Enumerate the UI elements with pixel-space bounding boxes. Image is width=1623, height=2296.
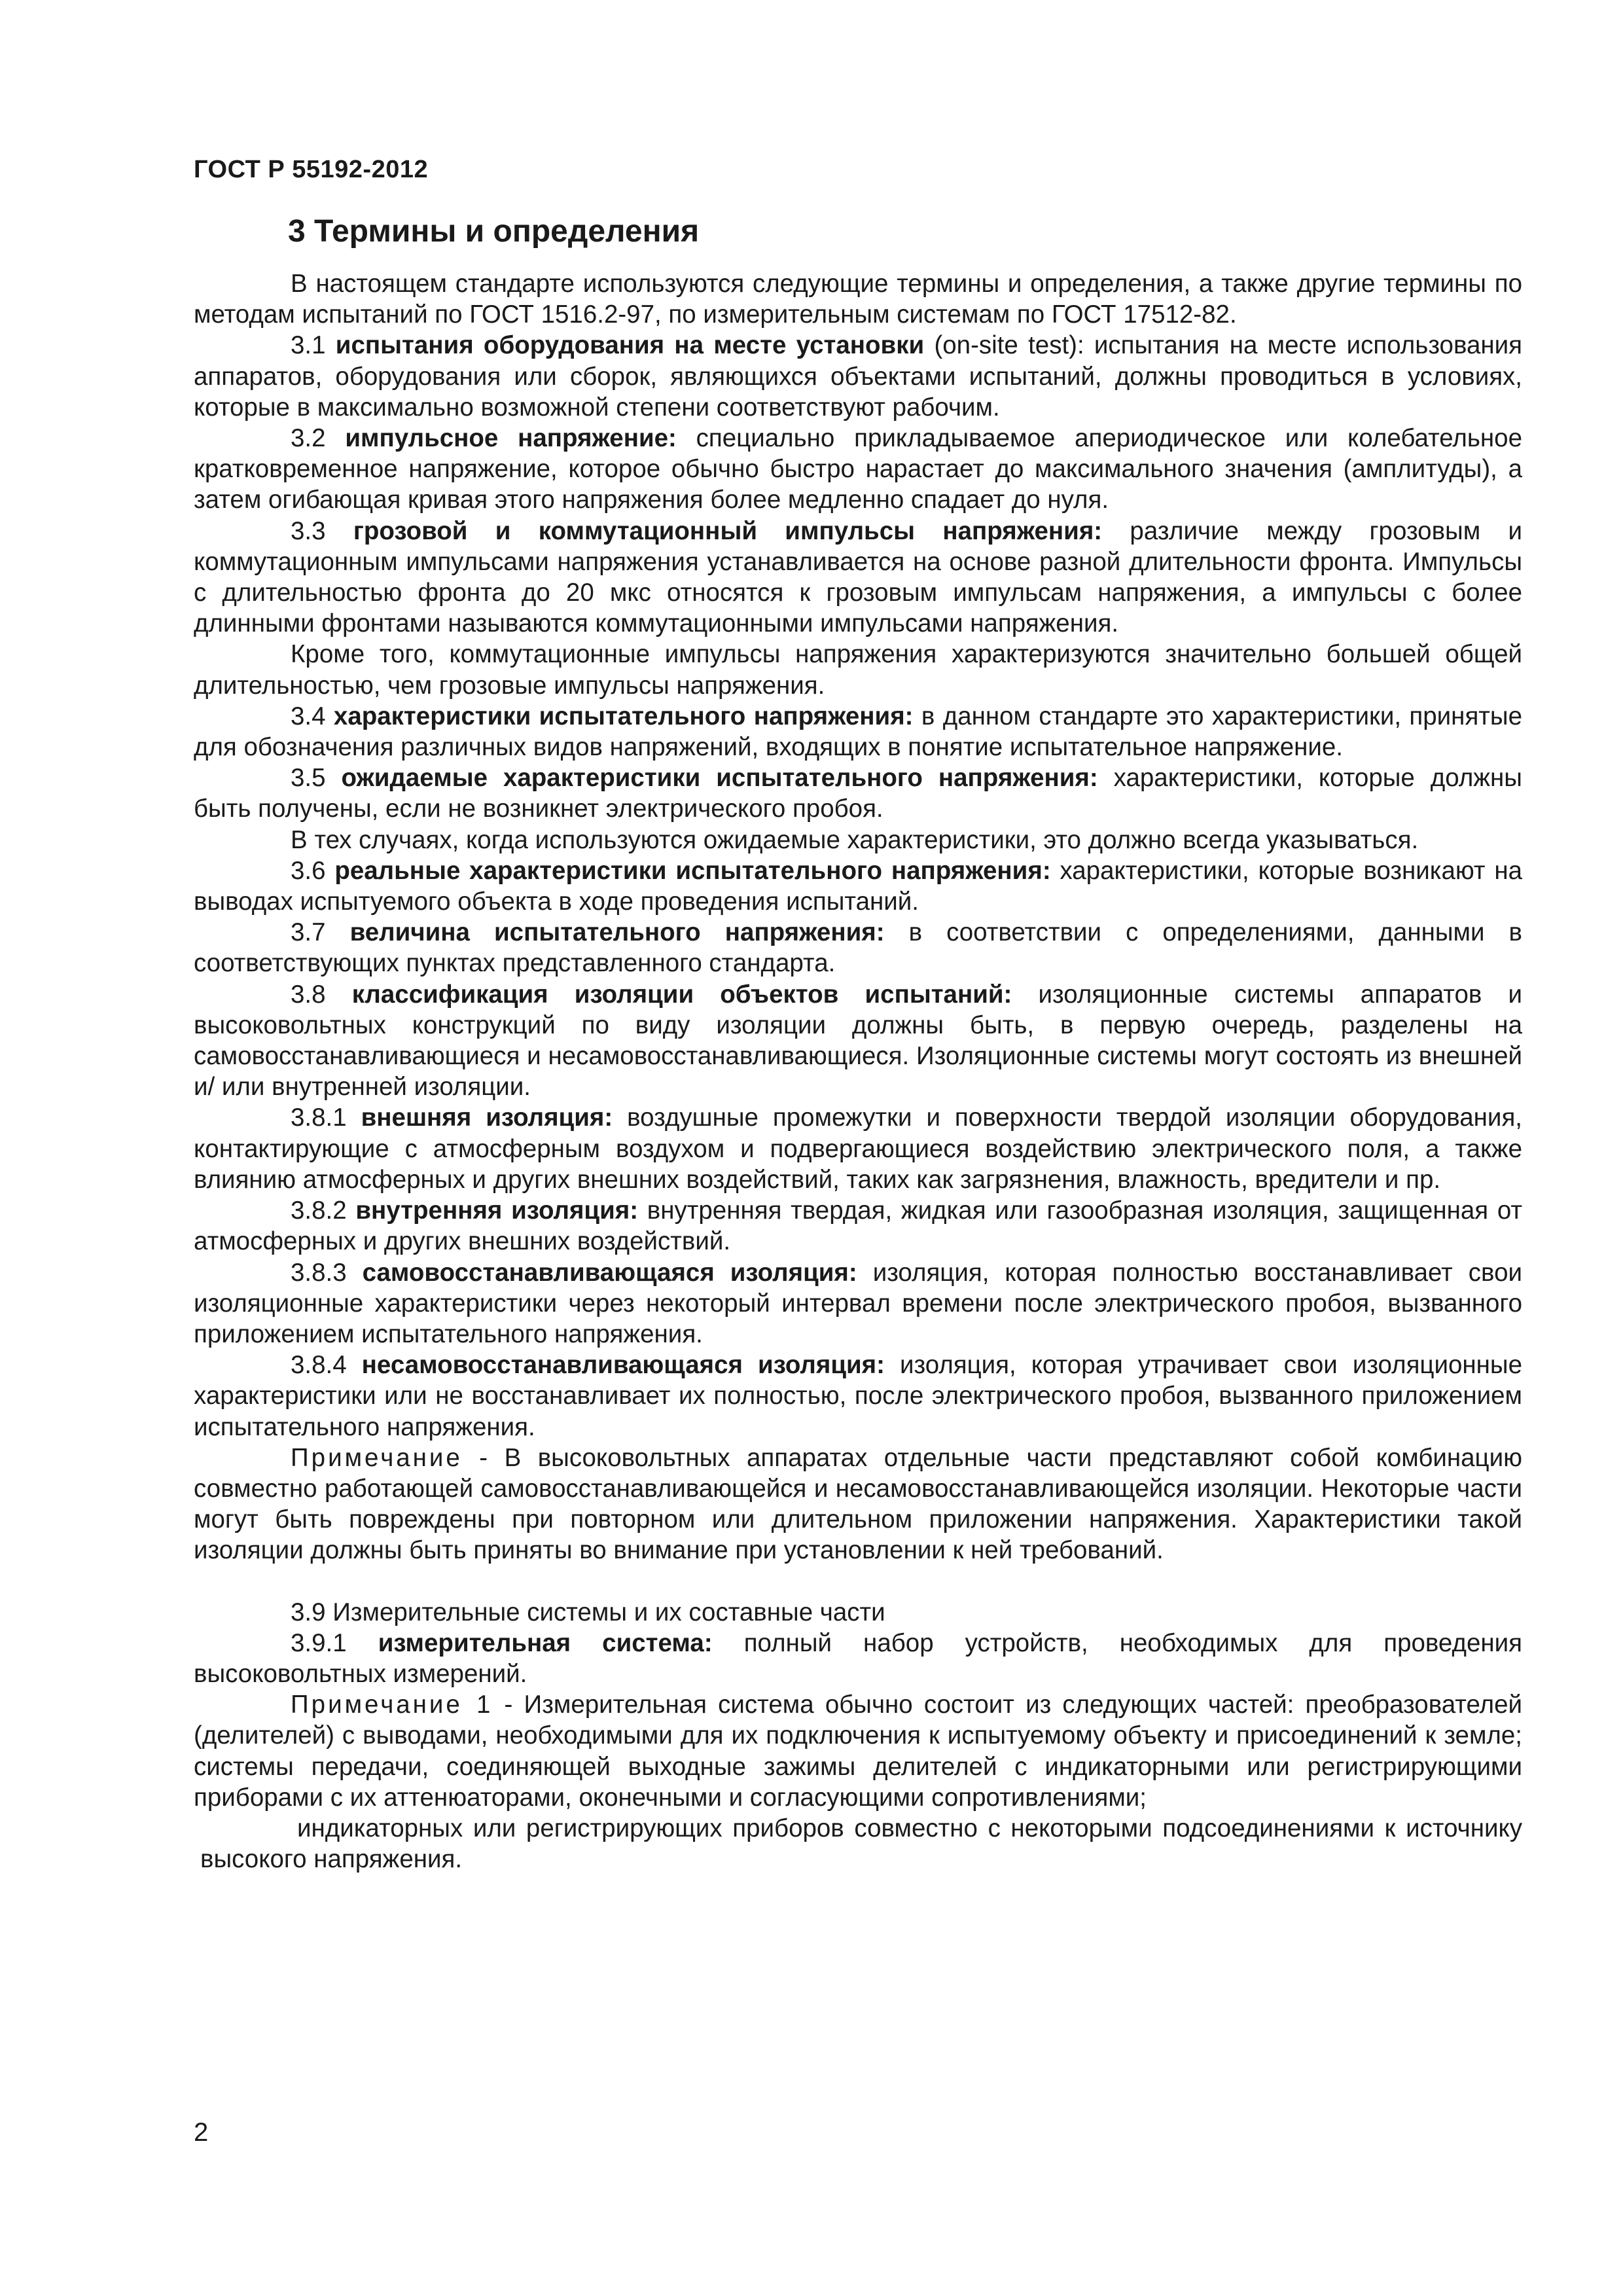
note-label: Примечание xyxy=(291,1443,463,1472)
paragraph-3-9: 3.9 Измерительные системы и их составные части xyxy=(291,1598,885,1626)
paragraph-3-3-extra: Кроме того, коммутационные импульсы напряжения характеризуются значительно большей общей длительностью, чем грозовые импульсы напряжения. xyxy=(194,640,1522,700)
clause-number: 3.9.1 xyxy=(291,1628,378,1657)
page-number: 2 xyxy=(194,2118,209,2147)
clause-number: 3.5 xyxy=(291,764,342,793)
clause-number: 3.4 xyxy=(291,702,334,730)
paragraph-3-6 xyxy=(194,855,1522,917)
paragraph-3-1 xyxy=(194,330,1522,423)
clause-number: 3.3 xyxy=(291,516,353,545)
definition: изоляционные системы аппаратов и высоковольтных конструкций по виду изоляции должны быть, в первую очередь, разделены на самовосстанавливающиеся и несамовосстанавливающиеся. Изоляционные системы могут состоять из внешней и/ или внутренней изоляции. xyxy=(194,980,1522,1102)
definition: воздушные промежутки и поверхности твердой изоляции оборудования, контактирующие с атмосферным воздухом и подвергающиеся воздействию электрического поля, а также влиянию атмосферных и других внешних воздействий, таких как загрязнения, влажность, вредители и пр. xyxy=(194,1103,1522,1194)
clause-number: 3.2 xyxy=(291,424,346,453)
clause-number: 3.8 xyxy=(291,980,352,1009)
paragraph-3-5 xyxy=(194,762,1522,824)
paragraph-3-4 xyxy=(194,701,1522,762)
clause-number: 3.7 xyxy=(291,918,350,947)
term: величина испытательного напряжения: xyxy=(349,918,885,947)
paragraph-3-2 xyxy=(194,423,1522,516)
definition: полный набор устройств, необходимых для проведения высоковольтных измерений. xyxy=(194,1628,1522,1688)
clause-number: 3.1 xyxy=(291,331,336,360)
term: реальные характеристики испытательного напряжения: xyxy=(334,856,1051,885)
clause-number: 3.8.3 xyxy=(291,1258,363,1287)
clause-number: 3.8.2 xyxy=(291,1196,356,1225)
paragraph-3-8-2 xyxy=(194,1195,1522,1257)
definition: в данном стандарте это характеристики, принятые для обозначения различных видов напряжений, входящих в понятие испытательное напряжение. xyxy=(194,702,1523,762)
definition: внутренняя твердая, жидкая или газообразная изоляция, защищенная от атмосферных и других внешних воздействий. xyxy=(194,1196,1523,1256)
note-label: Примечание 1 xyxy=(291,1691,493,1719)
term: характеристики испытательного напряжения: xyxy=(333,702,914,730)
paragraph-3-8 xyxy=(194,979,1522,1103)
definition: характеристики, которые должны быть получены, если не возникнет электрического пробоя. xyxy=(194,764,1522,823)
paragraph-3-7 xyxy=(194,917,1522,978)
paragraph-3-3 xyxy=(194,516,1522,639)
term: самовосстанавливающаяся изоляция: xyxy=(362,1258,857,1287)
paragraph-3-8-4 xyxy=(194,1350,1522,1443)
note-1 xyxy=(194,1443,1522,1566)
term: классификация изоляции объектов испытаний: xyxy=(351,980,1012,1009)
definition: (on-site test): испытания на месте использования аппаратов, оборудования или сборок, являющихся объектами испытаний, должны проводиться в условиях, которые в максимально возможной степени соответствуют рабочим. xyxy=(194,331,1523,422)
note-2-continuation: индикаторных или регистрирующих приборов совместно с некоторыми подсоединениями к источнику высокого напряжения. xyxy=(200,1814,1522,1874)
term: внутренняя изоляция: xyxy=(355,1196,639,1225)
definition: в соответствии с определениями, данными в соответствующих пунктах представленного стандарта. xyxy=(194,918,1522,978)
note-2 xyxy=(194,1689,1522,1813)
paragraph-3-9-1 xyxy=(194,1628,1522,1689)
note-text: - Измерительная система обычно состоит из следующих частей: преобразователей (делителей) с выводами, необходимыми для их подключения к испытуемому объекту и присоединений к земле; системы передачи, соединяющей выходные зажимы делителей с индикаторными или регистрирующими приборами с их аттенюаторами, оконечными и согласующими сопротивлениями; xyxy=(194,1691,1522,1812)
term: внешняя изоляция: xyxy=(361,1103,613,1132)
paragraph-gap xyxy=(194,1566,1522,1597)
term: несамовосстанавливающаяся изоляция: xyxy=(361,1351,885,1380)
term: ожидаемые характеристики испытательного напряжения: xyxy=(341,764,1098,793)
paragraph-3-8-3 xyxy=(194,1257,1522,1350)
definition: изоляция, которая полностью восстанавливает свои изоляционные характеристики через некоторый интервал времени после электрического пробоя, вызванного приложением испытательного напряжения. xyxy=(194,1258,1522,1348)
clause-number: 3.8.1 xyxy=(291,1103,361,1132)
definition: характеристики, которые возникают на выводах испытуемого объекта в ходе проведения испытаний. xyxy=(194,856,1523,916)
term: импульсное напряжение: xyxy=(345,424,677,453)
term: испытания оборудования на месте установки xyxy=(335,331,925,360)
document-body xyxy=(194,268,1522,1874)
document-code: ГОСТ Р 55192-2012 xyxy=(194,156,429,183)
section-title: 3 Термины и определения xyxy=(288,214,700,249)
definition: различие между грозовым и коммутационным импульсами напряжения устанавливается на основе разной длительности фронта. Импульсы с длительностью фронта до 20 мкс относятся к грозовым импульсам напряжения, а импульсы с более длинными фронтами называются коммутационными импульсами напряжения. xyxy=(194,516,1522,638)
term: измерительная система: xyxy=(378,1628,713,1657)
paragraph-3-5-extra: В тех случаях, когда используются ожидаемые характеристики, это должно всегда указываться. xyxy=(291,825,1419,854)
definition: специально прикладываемое апериодическое или колебательное кратковременное напряжение, которое обычно быстро нарастает до максимального значения (амплитуды), а затем огибающая кривая этого напряжения более медленно спадает до нуля. xyxy=(194,424,1523,514)
note-text: - В высоковольтных аппаратах отдельные части представляют собой комбинацию совместно работающей самовосстанавливающейся и несамовосстанавливающейся изоляции. Некоторые части могут быть повреждены при повторном или длительном приложении напряжения. Характеристики такой изоляции должны быть приняты во внимание при установлении к ней требований. xyxy=(194,1443,1522,1565)
paragraph-3-8-1 xyxy=(194,1102,1522,1195)
term: грозовой и коммутационный импульсы напряжения: xyxy=(353,516,1103,545)
clause-number: 3.8.4 xyxy=(291,1351,362,1380)
paragraph-intro: В настоящем стандарте используются следующие термины и определения, а также другие термины по методам испытаний по ГОСТ 1516.2-97, по измерительным системам по ГОСТ 17512-82. xyxy=(194,270,1522,329)
clause-number: 3.6 xyxy=(291,856,335,885)
definition: изоляция, которая утрачивает свои изоляционные характеристики или не восстанавливает их полностью, после электрического пробоя, вызванного приложением испытательного напряжения. xyxy=(194,1351,1522,1441)
